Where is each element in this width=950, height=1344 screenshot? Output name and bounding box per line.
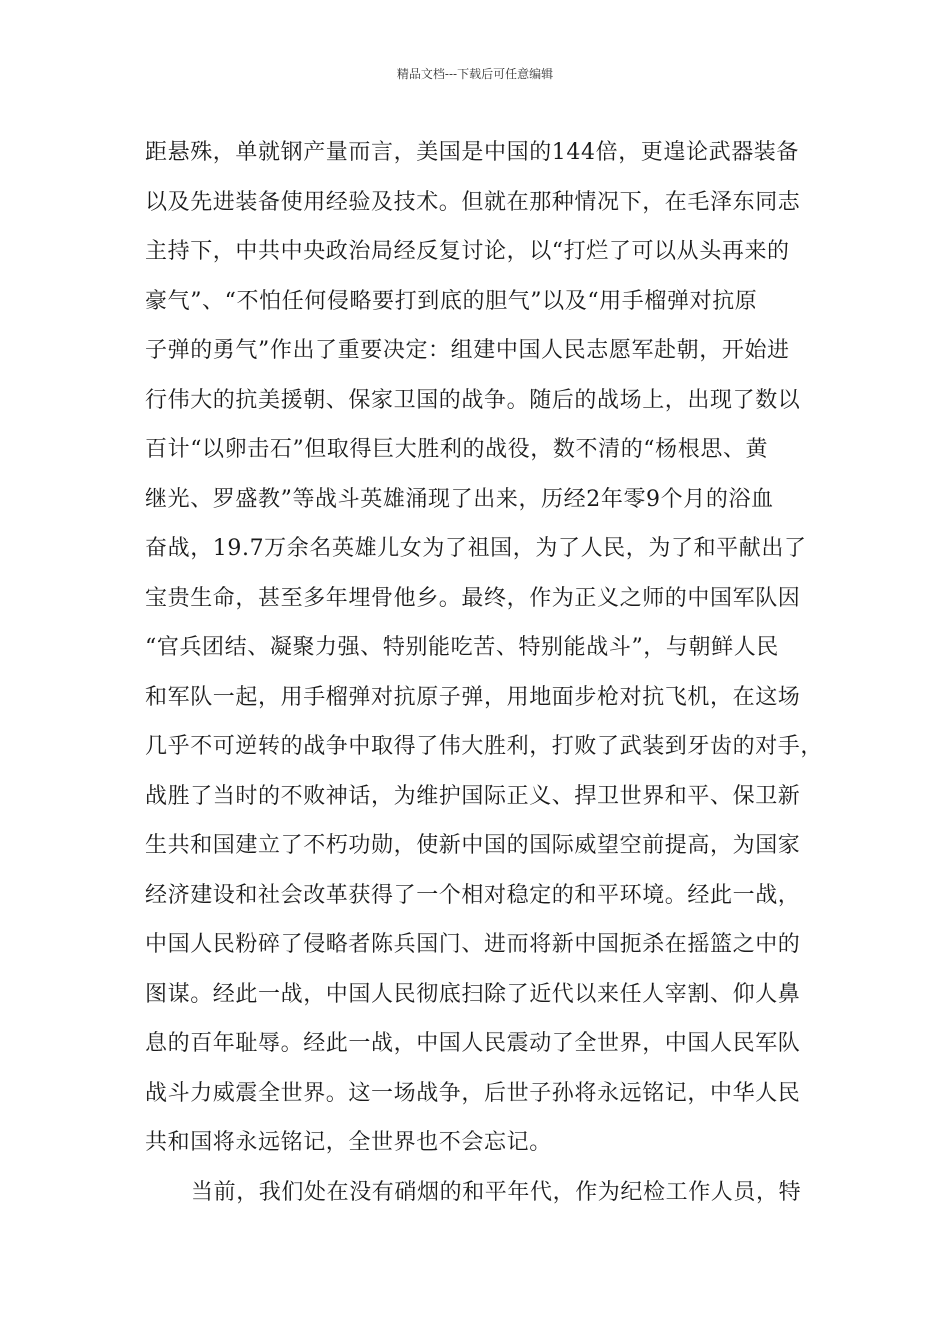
page-header: 精品文档---下载后可任意编辑 [396,67,554,81]
text-line: 主持下，中共中央政治局经反复讨论，以“打烂了可以从头再来的 [145,239,790,264]
text-line: 战斗力威震全世界。这一场战争，后世子孙将永远铭记，中华人民 [145,1080,801,1106]
document-body [145,128,825,1217]
text-line: 以及先进装备使用经验及技术。但就在那种情况下，在毛泽东同志 [145,189,801,215]
paragraph-first-line: 当前，我们处在没有硝烟的和平年代，作为纪检工作人员，特 [191,1179,802,1205]
text-line: 百计“以卵击石”但取得巨大胜利的战役，数不清的“杨根思、黄 [145,437,769,462]
text-line: 息的百年耻辱。经此一战，中国人民震动了全世界，中国人民军队 [145,1031,801,1056]
text-line: 行伟大的抗美援朝、保家卫国的战争。随后的战场上，出现了数以 [145,387,801,413]
text-line: 经济建设和社会改革获得了一个相对稳定的和平环境。经此一战， [145,882,801,908]
text-line: 豪气”、“不怕任何侵略要打到底的胆气”以及“用手榴弹对抗原 [145,288,758,314]
text-line: 奋战，19.7万余名英雄儿女为了祖国，为了人民，为了和平献出了 [145,536,807,561]
text-line: 继光、罗盛教”等战斗英雄涌现了出来，历经2年零9个月的浴血 [145,486,774,512]
text-line: 和军队一起，用手榴弹对抗原子弹，用地面步枪对抗飞机，在这场 [145,684,801,710]
text-line: “官兵团结、凝聚力强、特别能吃苦、特别能战斗”，与朝鲜人民 [145,635,779,660]
text-line: 图谋。经此一战，中国人民彻底扫除了近代以来任人宰割、仰人鼻 [145,981,801,1007]
text-line: 子弹的勇气”作出了重要决定：组建中国人民志愿军赴朝，开始进 [145,338,790,363]
text-line: 宝贵生命，甚至多年埋骨他乡。最终，作为正义之师的中国军队因 [145,585,801,611]
text-line: 共和国将永远铭记，全世界也不会忘记。 [145,1130,552,1155]
text-line: 中国人民粉碎了侵略者陈兵国门、进而将新中国扼杀在摇篮之中的 [145,932,801,957]
text-line: 距悬殊，单就钢产量而言，美国是中国的144倍，更遑论武器装备 [145,140,799,165]
text-line: 战胜了当时的不败神话，为维护国际正义、捍卫世界和平、保卫新 [145,783,801,809]
text-line: 生共和国建立了不朽功勋，使新中国的国际威望空前提高，为国家 [145,833,801,858]
text-line: 几乎不可逆转的战争中取得了伟大胜利，打败了武装到牙齿的对手， [145,734,824,759]
